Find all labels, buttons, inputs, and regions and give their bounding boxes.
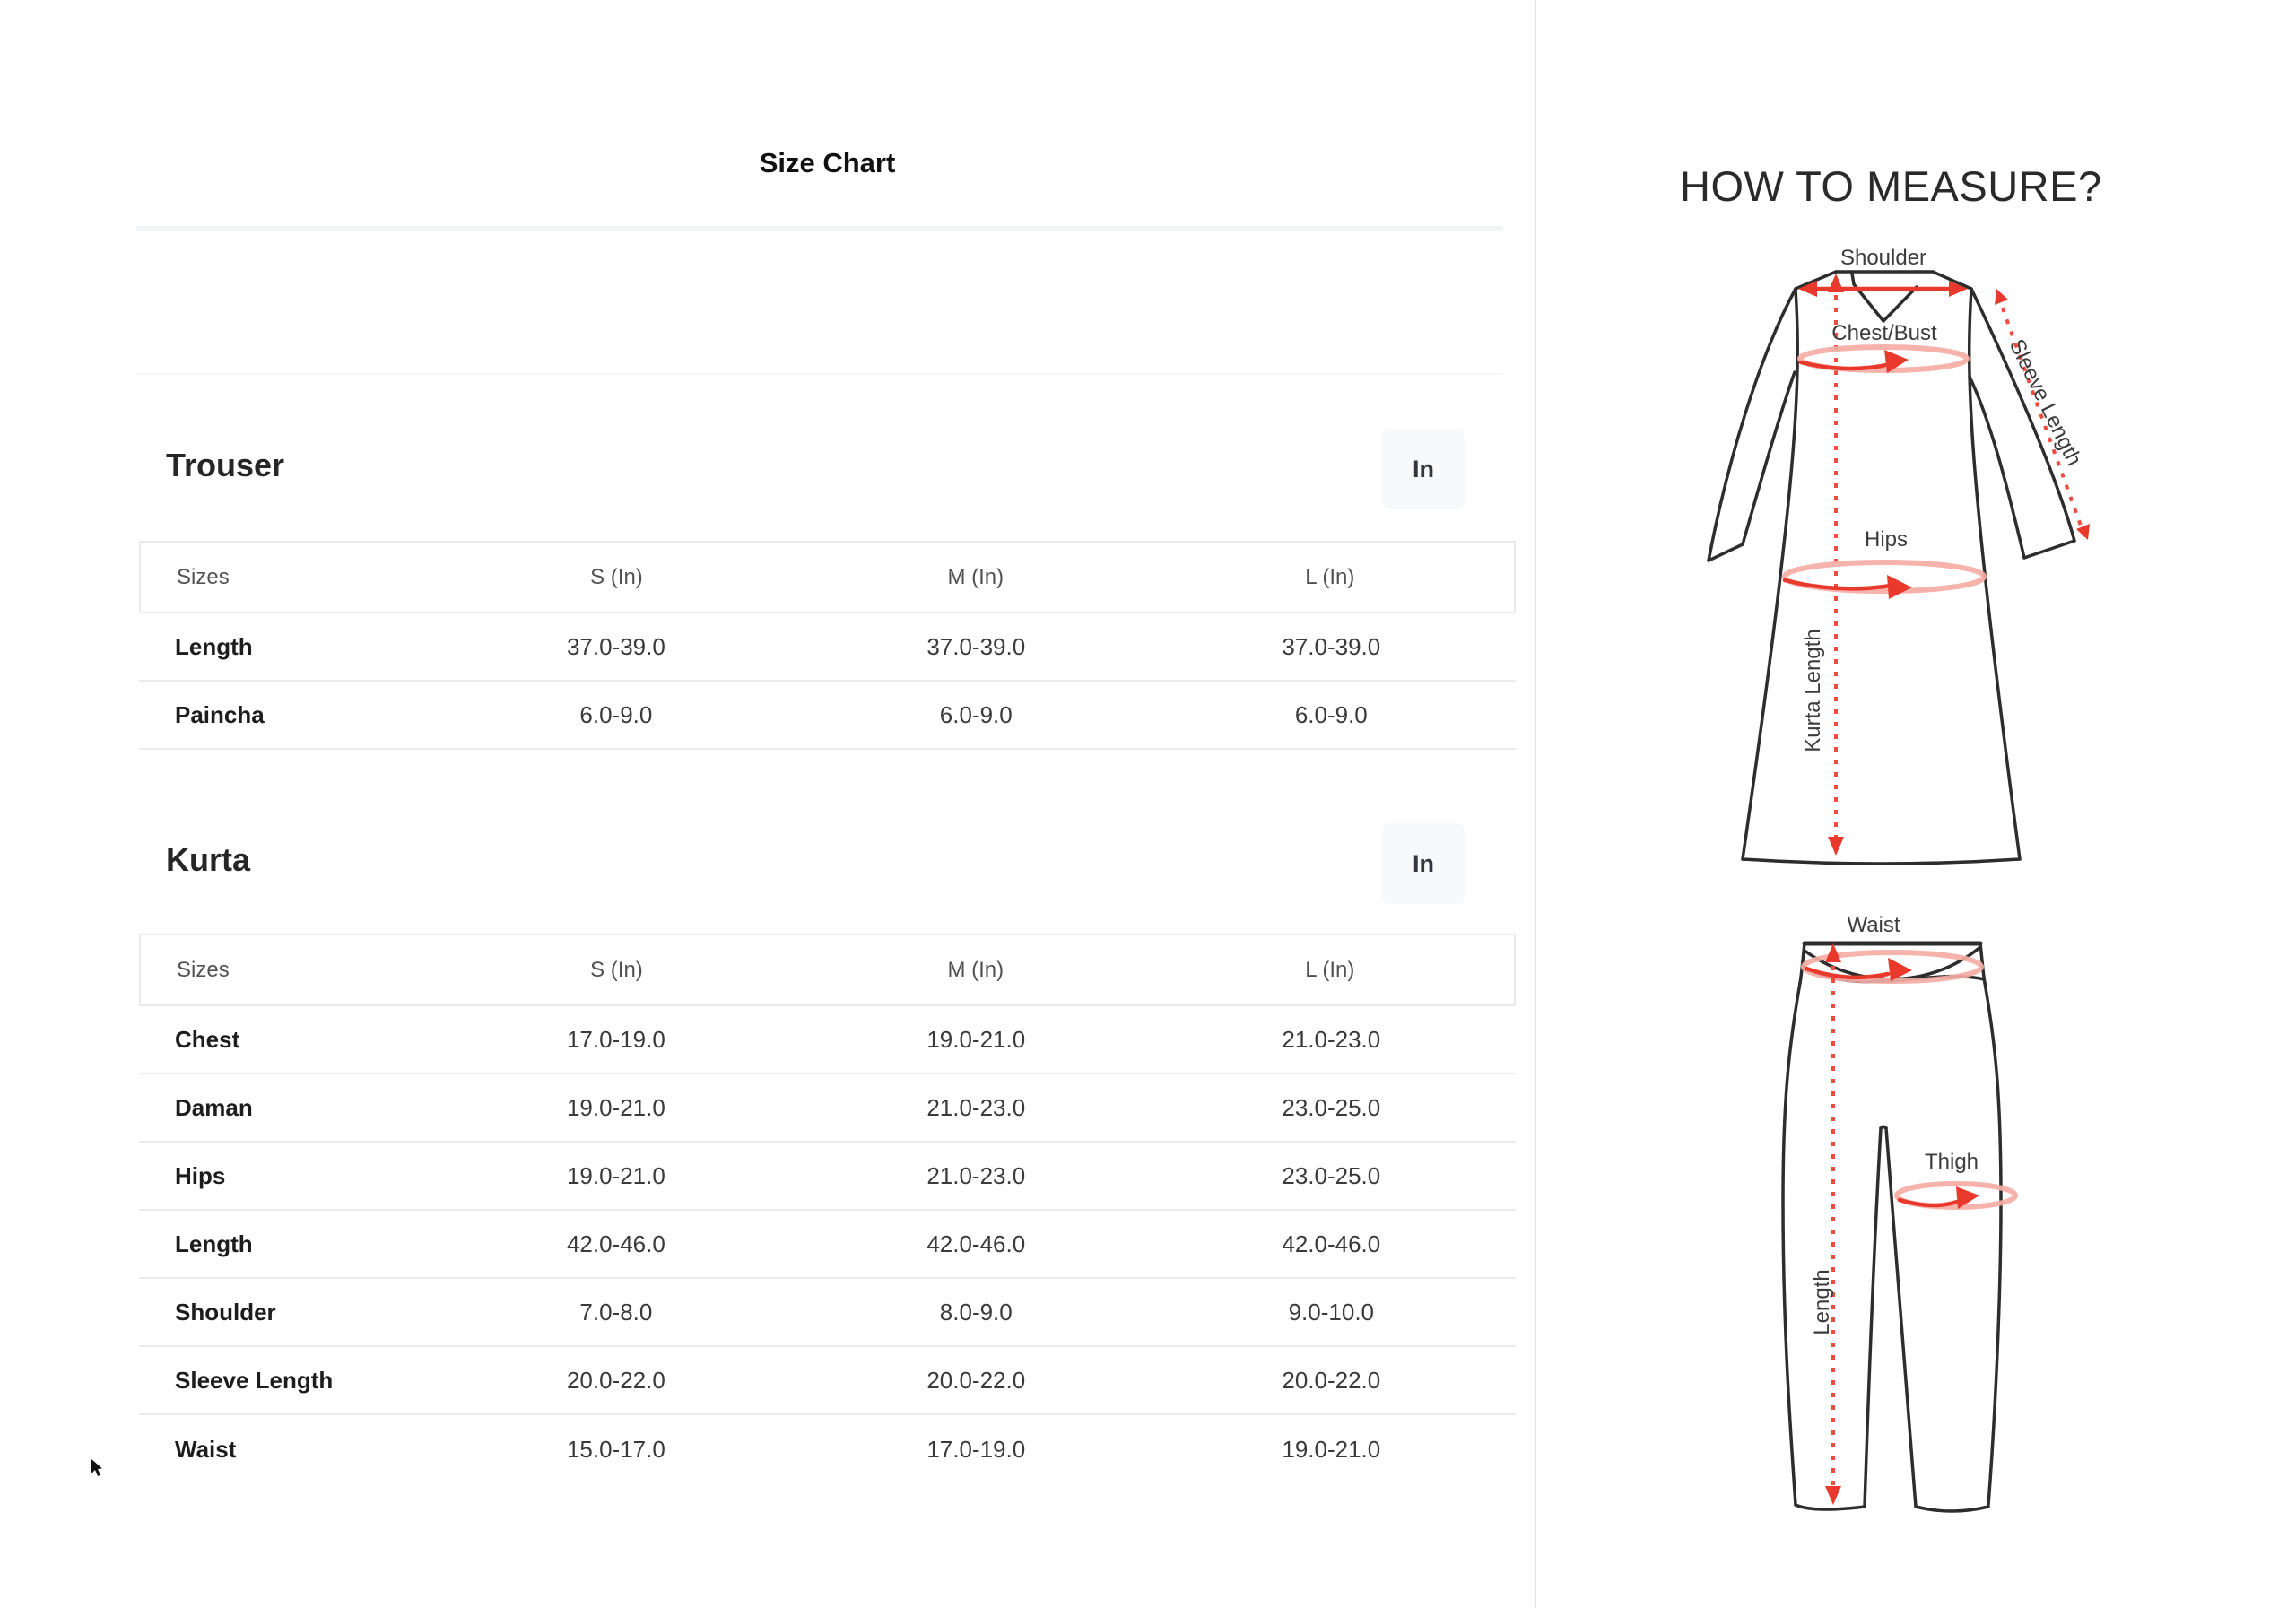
chest-bust-label: Chest/Bust: [1831, 321, 1937, 345]
size-value: 23.0-25.0: [1282, 1093, 1381, 1121]
trouser-measure-diagram: [1758, 924, 2027, 1534]
size-value: 20.0-22.0: [926, 1366, 1026, 1394]
table-row: [139, 1211, 1516, 1279]
trouser-right-inner: [1886, 1128, 1916, 1507]
table-row: [139, 1074, 1516, 1143]
how-to-measure-heading: HOW TO MEASURE?: [1680, 162, 2102, 210]
row-label: Waist: [175, 1435, 237, 1463]
size-value: 21.0-23.0: [926, 1093, 1026, 1121]
size-value: 17.0-19.0: [566, 1025, 665, 1053]
size-value: 37.0-39.0: [566, 632, 665, 660]
size-value: 6.0-9.0: [1294, 700, 1368, 728]
size-value: 42.0-46.0: [926, 1230, 1026, 1257]
row-label: Shoulder: [175, 1298, 276, 1326]
size-value: 17.0-19.0: [926, 1435, 1026, 1463]
table-row: [139, 1415, 1516, 1483]
table-header-row: [139, 541, 1516, 613]
column-header: S (In): [590, 564, 643, 589]
table-row: [139, 1347, 1516, 1415]
table-row: [139, 1279, 1516, 1347]
how-to-measure-panel: [1536, 0, 2296, 1608]
title-divider: [136, 226, 1503, 231]
size-value: 37.0-39.0: [926, 632, 1026, 660]
table-row: [139, 1143, 1516, 1211]
kurta-length-label: Kurta Length: [1801, 629, 1825, 752]
row-label: Paincha: [175, 700, 265, 728]
size-value: 19.0-21.0: [566, 1161, 665, 1189]
trouser-right-outer: [1985, 983, 2001, 1505]
table-header-row: [139, 934, 1516, 1006]
size-value: 23.0-25.0: [1282, 1161, 1381, 1189]
size-value: 19.0-21.0: [1282, 1435, 1381, 1463]
kurta-sleeve-right-inner: [1970, 377, 2024, 558]
section-heading-trouser: Trouser: [166, 447, 285, 483]
row-label: Length: [175, 1230, 253, 1257]
trouser-left-inner: [1865, 1128, 1881, 1507]
column-header: Sizes: [177, 957, 230, 982]
size-value: 19.0-21.0: [566, 1093, 665, 1121]
row-label: Length: [175, 632, 253, 660]
size-value: 21.0-23.0: [1282, 1025, 1381, 1053]
kurta-sleeve-left-outer: [1709, 289, 1796, 561]
column-header: M (In): [947, 564, 1004, 589]
size-value: 42.0-46.0: [1282, 1230, 1381, 1257]
row-label: Daman: [175, 1093, 253, 1121]
unit-toggle-button-kurta[interactable]: In: [1381, 823, 1465, 904]
thigh-label: Thigh: [1924, 1150, 1979, 1174]
unit-toggle-button-trouser[interactable]: In: [1381, 429, 1465, 509]
kurta-size-table: [139, 934, 1516, 1483]
size-value: 15.0-17.0: [566, 1435, 665, 1463]
size-value: 6.0-9.0: [579, 700, 653, 728]
shoulder-label: Shoulder: [1839, 246, 1927, 270]
table-row: [139, 1006, 1516, 1074]
trouser-left-outer: [1783, 983, 1800, 1505]
size-value: 7.0-8.0: [579, 1298, 653, 1326]
mouse-cursor-icon: [90, 1458, 104, 1478]
row-label: Sleeve Length: [175, 1366, 334, 1394]
trouser-length-label: Length: [1810, 1269, 1834, 1335]
page-title: Size Chart: [759, 147, 896, 178]
column-header: L (In): [1305, 957, 1355, 982]
column-header: S (In): [590, 957, 643, 982]
size-value: 8.0-9.0: [939, 1298, 1013, 1326]
waist-label: Waist: [1847, 913, 1900, 937]
size-value: 37.0-39.0: [1282, 632, 1381, 660]
section-divider: [136, 373, 1503, 375]
size-value: 20.0-22.0: [566, 1366, 665, 1394]
size-value: 20.0-22.0: [1282, 1366, 1381, 1394]
size-value: 42.0-46.0: [566, 1230, 665, 1257]
table-row: [139, 682, 1516, 750]
column-header: L (In): [1305, 564, 1355, 589]
size-value: 21.0-23.0: [926, 1161, 1026, 1189]
kurta-hem: [1743, 859, 2020, 864]
row-label: Chest: [175, 1025, 240, 1053]
trouser-size-table: [139, 541, 1516, 750]
hips-label: Hips: [1864, 527, 1909, 552]
table-row: [139, 613, 1516, 682]
section-heading-kurta: Kurta: [166, 841, 251, 878]
column-header: Sizes: [177, 564, 230, 589]
column-header: M (In): [947, 957, 1004, 982]
size-value: 9.0-10.0: [1288, 1298, 1374, 1326]
sleeve-length-label: Sleeve Length: [2004, 335, 2087, 470]
row-label: Hips: [175, 1161, 226, 1189]
trouser-right-hem: [1916, 1507, 1988, 1511]
trouser-left-hem: [1796, 1505, 1865, 1509]
size-value: 6.0-9.0: [939, 700, 1013, 728]
size-value: 19.0-21.0: [926, 1025, 1026, 1053]
